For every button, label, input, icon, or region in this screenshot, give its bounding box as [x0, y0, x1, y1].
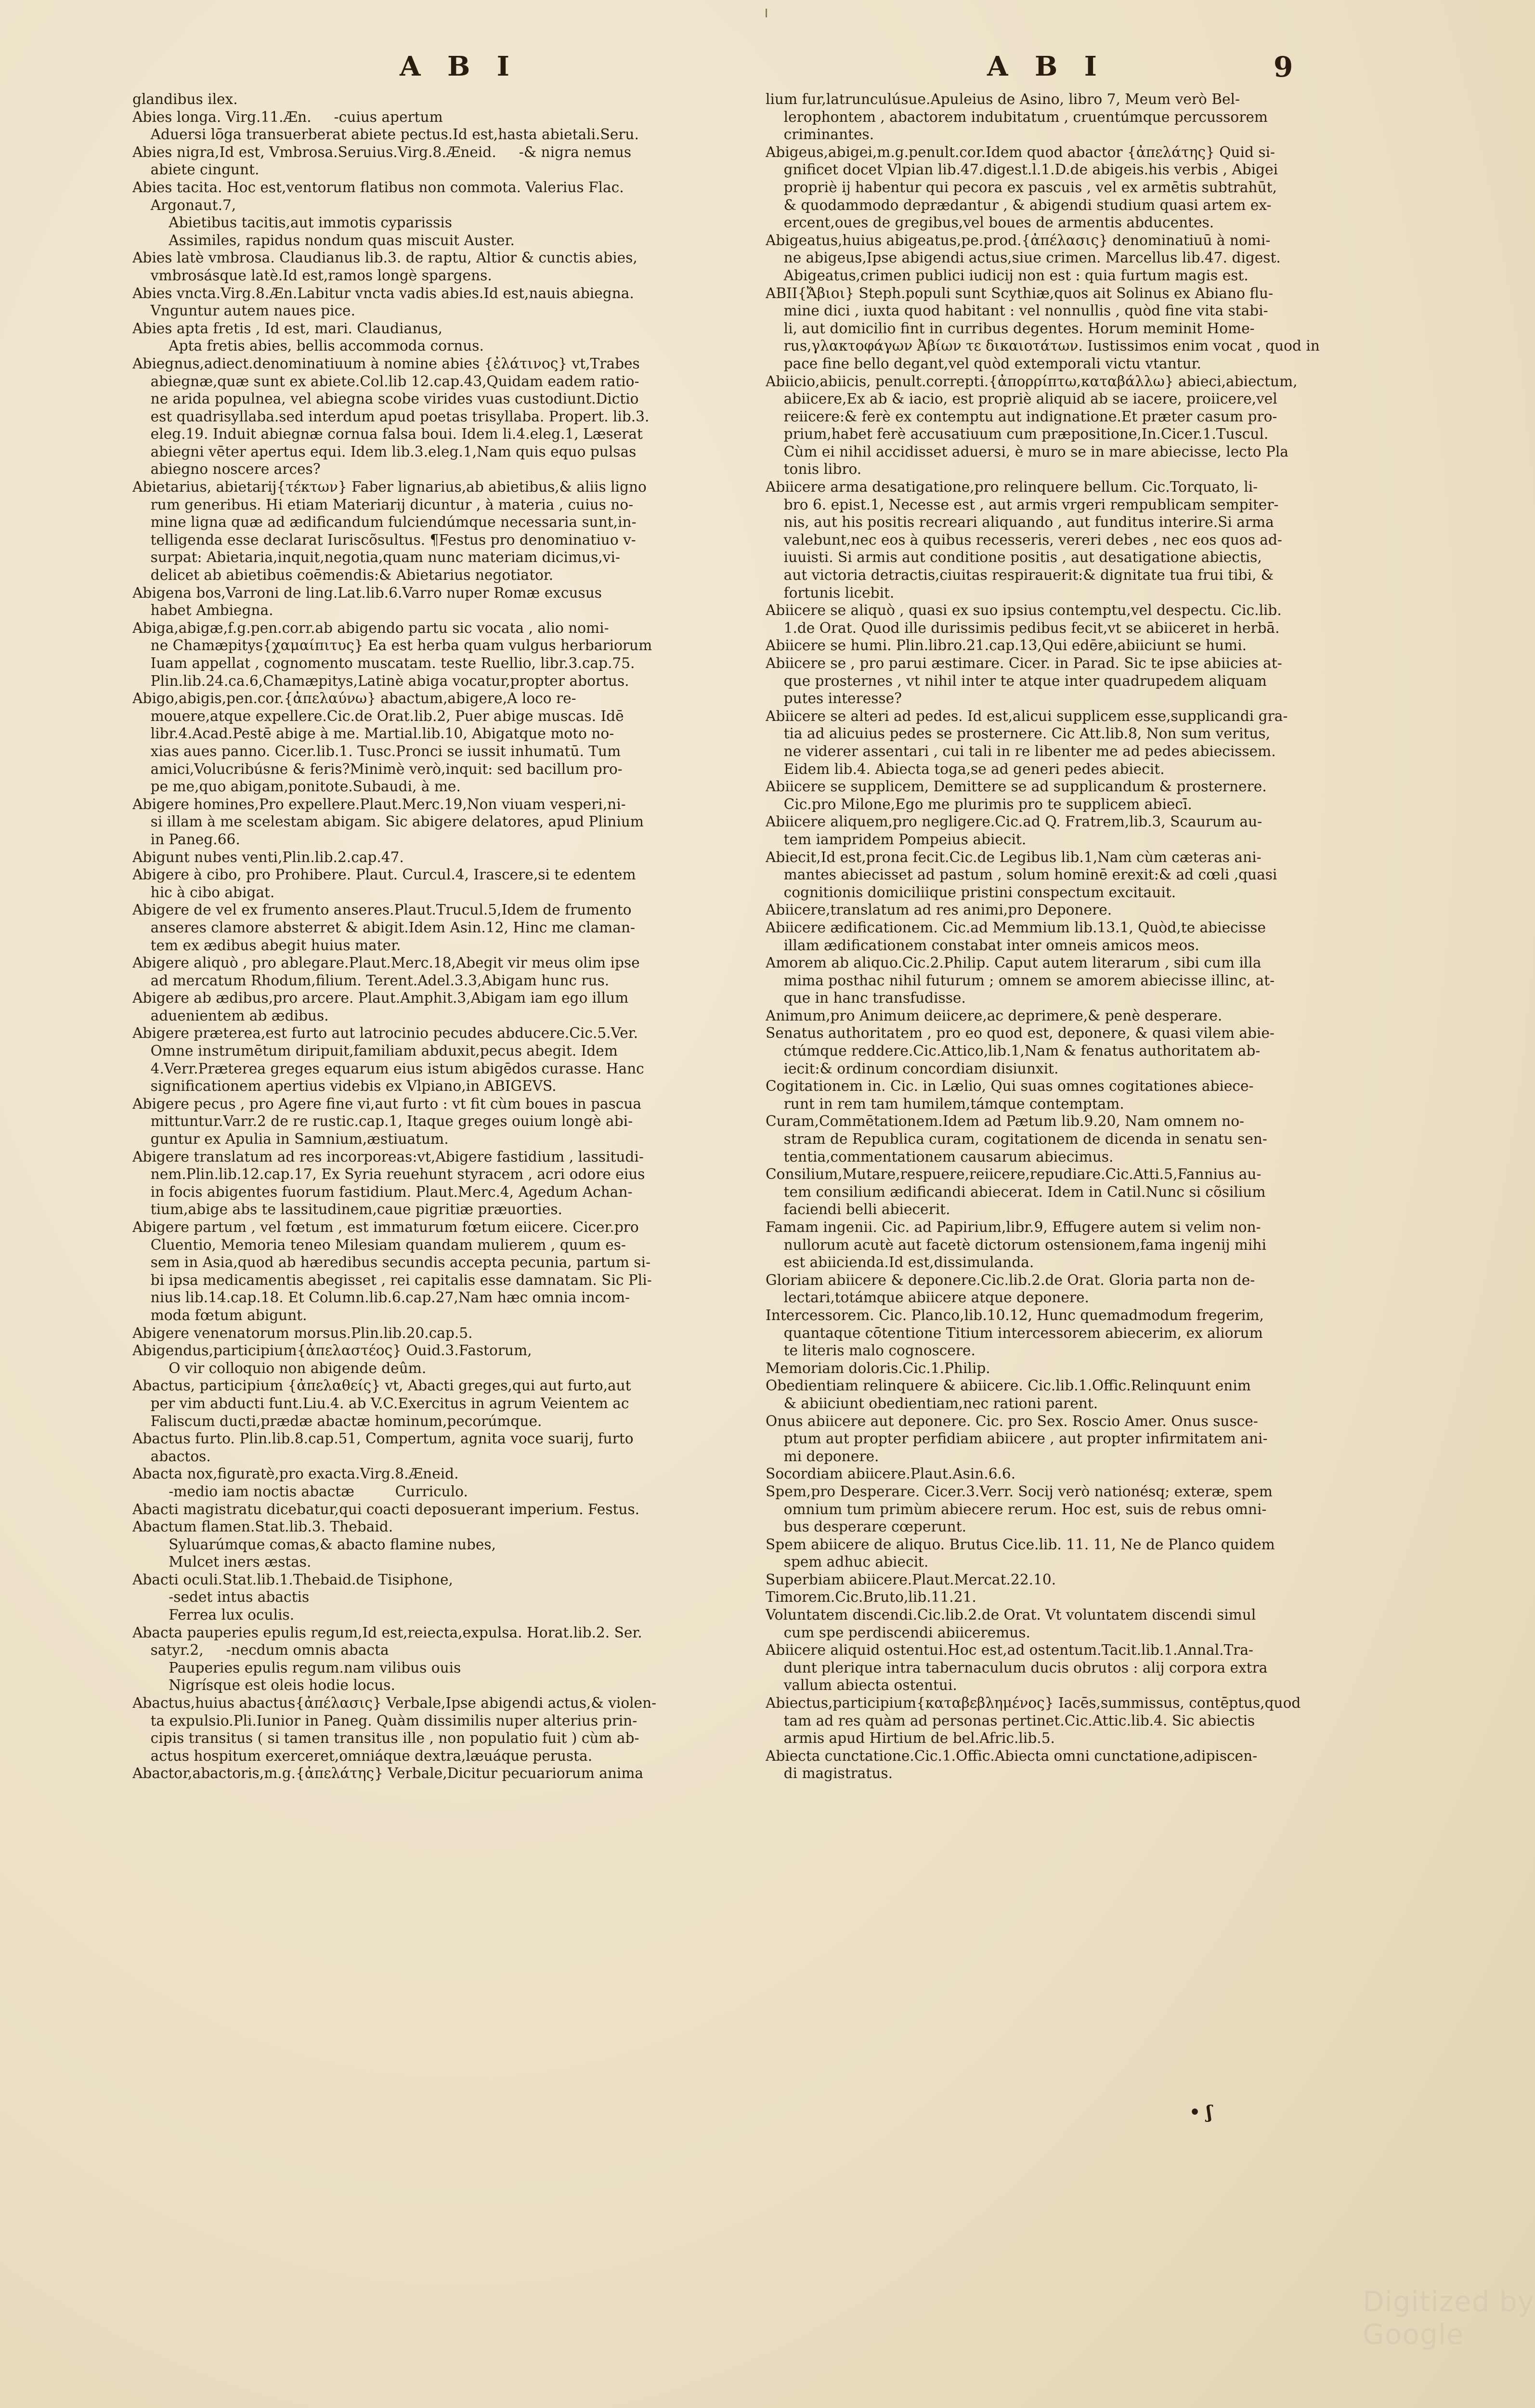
text-line: Plin.lib.24.ca.6,Chamæpitys,Latinè abiga vocatur,propter abortus. [132, 672, 629, 689]
text-line: stram de Republica curam, cogitationem de dicenda in senatu sen- [766, 1131, 1267, 1148]
text-line: ne abigeus,Ipse abigendi actus,siue crimen. Marcellus lib.47. digest. [766, 249, 1281, 266]
text-line: dunt plerique intra tabernaculum ducis obrutos : alij corpora extra [766, 1659, 1268, 1676]
text-line: mine dici , iuxta quod habitant : vel nonnullis , quòd fine vita stabi- [766, 302, 1268, 319]
text-line: delicet ab abietibus coēmendis:& Abietarius negotiator. [132, 567, 554, 584]
text-line: Abietibus tacitis,aut immotis cyparissis [132, 214, 452, 231]
text-line: Abies longa. Virg.11.Æn. -cuius apertum [132, 108, 443, 125]
text-line: Abiectus,participium{καταβεβλημένος} Iacēs,summissus, contēptus,quod [766, 1695, 1301, 1712]
text-line: vmbrosásque latè.Id est,ramos longè spargens. [132, 267, 492, 284]
text-line: abiete cingunt. [132, 161, 260, 178]
text-line: Argonaut.7, [132, 196, 236, 213]
text-line: Abigeatus,huius abigeatus,pe.prod.{ἀπέλασις} denominatiuū à nomi- [766, 232, 1271, 249]
text-line: nius lib.14.cap.18. Et Column.lib.6.cap.27,Nam hæc omnia incom- [132, 1289, 630, 1306]
text-line: lium fur,latrunculúsue.Apuleius de Asino, libro 7, Meum verò Bel- [766, 91, 1240, 107]
text-line: Gloriam abiicere & deponere.Cic.lib.2.de Orat. Gloria parta non de- [766, 1271, 1255, 1288]
text-line: Abiicere arma desatigatione,pro relinquere bellum. Cic.Torquato, li- [766, 479, 1258, 496]
text-line: Omne instrumētum diripuit,familiam abduxit,pecus abegit. Idem [132, 1043, 618, 1060]
signature-mark: • ʃ [1189, 2102, 1212, 2122]
text-line: Obedientiam relinquere & abiicere. Cic.lib.1.Offic.Relinquunt enim [766, 1377, 1251, 1394]
text-line: Abactus, participium {ἀπελαθείς} vt, Abacti greges,qui aut furto,aut [132, 1377, 631, 1394]
text-line: bro 6. epist.1, Necesse est , aut armis vrgeri rempublicam sempiter- [766, 496, 1279, 513]
text-line: tentia,commentationem causarum abiecimus. [766, 1148, 1114, 1165]
text-line: Abiicere ædificationem. Cic.ad Memmium lib.13.1, Quòd,te abiecisse [766, 919, 1266, 936]
text-line: Abiicere se , pro parui æstimare. Cicer. in Parad. Sic te ipse abiicies at- [766, 655, 1282, 671]
text-line: tem ex ædibus abegit huius mater. [132, 937, 401, 954]
text-line: Famam ingenii. Cic. ad Papirium,libr.9, Effugere autem si velim non- [766, 1219, 1261, 1235]
text-line: Abigere pecus , pro Agere fine vi,aut furto : vt fit cùm boues in pascua [132, 1095, 642, 1112]
text-line: Syluarúmque comas,& abacto flamine nubes, [132, 1536, 496, 1553]
text-line: surpat: Abietaria,inquit,negotia,quam nunc materiam dicimus,vi- [132, 549, 620, 566]
text-line: Socordiam abiicere.Plaut.Asin.6.6. [766, 1466, 1016, 1482]
text-line: Spem abiicere de aliquo. Brutus Cice.lib. 11. 11, Ne de Planco quidem [766, 1536, 1275, 1553]
text-line: Abiicere se supplicem, Demittere se ad supplicandum & prosternere. [766, 778, 1267, 795]
text-line: & abiiciunt obedientiam,nec rationi parent. [766, 1395, 1098, 1412]
text-line: abiegnæ,quæ sunt ex abiete.Col.lib 12.cap.43,Quidam eadem ratio- [132, 373, 639, 390]
text-line: Abigena bos,Varroni de ling.Lat.lib.6.Varro nuper Romæ excusus [132, 584, 602, 601]
text-line: Curam,Commētationem.Idem ad Pætum lib.9.20, Nam omnem no- [766, 1113, 1245, 1130]
text-line: que in hanc transfudisse. [766, 990, 966, 1007]
text-line: actus hospitum exerceret,omniáque dextra,læuáque perusta. [132, 1747, 593, 1764]
text-line: Abactus furto. Plin.lib.8.cap.51, Compertum, agnita voce suarij, furto [132, 1430, 634, 1447]
text-line: Abigeatus,crimen publici iudicij non est : quia furtum magis est. [766, 267, 1249, 284]
text-line: li, aut domicilio fint in curribus degentes. Horum meminit Home- [766, 320, 1255, 337]
text-line: hic à cibo abigat. [132, 884, 275, 901]
page-number: 9 [1274, 51, 1293, 83]
text-line: 1.de Orat. Quod ille durissimis pedibus fecit,vt se abiiceret in herbā. [766, 619, 1280, 636]
text-line: Abigo,abigis,pen.cor.{ἀπελαύνω} abactum,abigere,A loco re- [132, 690, 576, 707]
text-line: Amorem ab aliquo.Cic.2.Philip. Caput autem literarum , sibi cum illa [766, 955, 1262, 971]
text-line: di magistratus. [766, 1765, 893, 1782]
text-line: Abigere venenatorum morsus.Plin.lib.20.cap.5. [132, 1324, 473, 1341]
text-line: pace fine bello degant,vel quòd extemporali victu vtantur. [766, 355, 1201, 372]
text-line: omnium tum primùm abiecere rerum. Hoc est, suis de rebus omni- [766, 1501, 1267, 1518]
text-line: Abies nigra,Id est, Vmbrosa.Seruius.Virg.8.Æneid. -& nigra nemus [132, 144, 632, 160]
text-line: ad mercatum Rhodum,filium. Terent.Adel.3.3,Abigam hunc rus. [132, 972, 610, 989]
text-line: est abiicienda.Id est,dissimulanda. [766, 1254, 1034, 1271]
right-running-head: A B I [987, 51, 1106, 82]
text-line: ptum aut propter perfidiam abiicere , aut propter infirmitatem ani- [766, 1430, 1268, 1447]
running-header [120, 51, 1420, 89]
text-line: Abigeus,abigei,m.g.penult.cor.Idem quod abactor {ἀπελάτης} Quid si- [766, 144, 1275, 160]
text-line: illam ædificationem constabat inter omneis amicos meos. [766, 937, 1199, 954]
text-line: & quodammodo deprædantur , & abigendi studium quasi artem ex- [766, 196, 1272, 213]
text-line: Intercessorem. Cic. Planco,lib.10.12, Hunc quemadmodum fregerim, [766, 1307, 1264, 1323]
text-line: iecit:& ordinum concordiam disiunxit. [766, 1060, 1059, 1077]
text-line: te literis malo cognoscere. [766, 1342, 976, 1359]
text-line: tem consilium ædificandi abiecerat. Idem in Catil.Nunc si cõsilium [766, 1183, 1266, 1200]
text-line: tonis libro. [766, 461, 862, 478]
left-running-head: A B I [400, 51, 518, 82]
text-line: tam ad res quàm ad personas pertinet.Cic.Attic.lib.4. Sic abiectis [766, 1712, 1255, 1729]
text-line: Senatus authoritatem , pro eo quod est, deponere, & quasi vilem abie- [766, 1025, 1275, 1042]
text-line: mi deponere. [766, 1448, 879, 1465]
text-line: per vim abducti funt.Liu.4. ab V.C.Exercitus in agrum Veientem ac [132, 1395, 629, 1412]
text-line: mima posthac nihil futurum ; omnem se amorem abiecisse illinc, at- [766, 972, 1275, 989]
text-line: Abies vncta.Virg.8.Æn.Labitur vncta vadis abies.Id est,nauis abiegna. [132, 285, 634, 301]
text-line: abiicere,Ex ab & iacio, est propriè aliquid ab se iacere, proiicere,vel [766, 391, 1277, 407]
text-line: ne Chamæpitys{χαμαίπιτυς} Ea est herba quam vulgus herbariorum [132, 637, 652, 654]
text-line: Abies tacita. Hoc est,ventorum flatibus non commota. Valerius Flac. [132, 179, 624, 196]
text-line: significationem apertius videbis ex Vlpiano,in ABIGEVS. [132, 1078, 557, 1095]
text-line: Aduersi lōga transuerberat abiete pectus.Id est,hasta abietali.Seru. [132, 126, 639, 143]
text-line: Abietarius, abietarij{τέκτων} Faber lignarius,ab abietibus,& aliis ligno [132, 479, 647, 496]
text-line: Timorem.Cic.Bruto,lib.11.21. [766, 1589, 976, 1606]
text-line: Abiicere,translatum ad res animi,pro Deponere. [766, 902, 1112, 918]
text-line: Superbiam abiicere.Plaut.Mercat.22.10. [766, 1571, 1056, 1588]
text-line: ercent,oues de gregibus,vel boues de armentis abducentes. [766, 214, 1214, 231]
text-line: abiegni vēter apertus equi. Idem lib.3.eleg.1,Nam quis equo pulsas [132, 443, 637, 460]
text-line: -sedet intus abactis [132, 1589, 310, 1606]
text-line: criminantes. [766, 126, 874, 143]
text-line: Abacta pauperies epulis regum,Id est,reiecta,expulsa. Horat.lib.2. Ser. [132, 1624, 642, 1641]
text-line: lectari,totámque abiicere atque deponere. [766, 1289, 1089, 1306]
text-line: Abiecta cunctatione.Cic.1.Offic.Abiecta omni cunctatione,adipiscen- [766, 1747, 1258, 1764]
text-line: aut victoria detractis,ciuitas respirauerit:& dignitate tua frui tibi, & [766, 567, 1274, 584]
text-line: ne viderer assentari , cui tali in re libenter me ad pedes abiecissem. [766, 743, 1276, 759]
text-line: Apta fretis abies, bellis accommoda cornus. [132, 338, 484, 354]
text-line: Consilium,Mutare,respuere,reiicere,repudiare.Cic.Atti.5,Fannius au- [766, 1166, 1262, 1183]
text-line: Mulcet iners æstas. [132, 1554, 312, 1570]
text-line: propriè ij habentur qui pecora ex pascuis , vel ex armētis subtrahūt, [766, 179, 1277, 196]
text-line: libr.4.Acad.Pestē abige à me. Martial.lib.10, Abigatque moto no- [132, 725, 614, 742]
text-line: Abigere translatum ad res incorporeas:vt,Abigere fastidium , lassitudi- [132, 1148, 644, 1165]
text-line: Abigere partum , vel fœtum , est immaturum fœtum eiicere. Cicer.pro [132, 1219, 639, 1235]
text-line: Faliscum ducti,prædæ abactæ hominum,pecorúmque. [132, 1413, 542, 1429]
text-line: Nigrísque est oleis hodie locus. [132, 1677, 395, 1694]
text-line: Abigere de vel ex frumento anseres.Plaut.Trucul.5,Idem de frumento [132, 902, 632, 918]
text-line: reiicere:& ferè ex contemptu aut indignatione.Et præter casum pro- [766, 408, 1277, 425]
text-line: Abigere à cibo, pro Prohibere. Plaut. Curcul.4, Irascere,si te edentem [132, 866, 636, 883]
text-line: -medio iam noctis abactæ Curriculo. [132, 1483, 468, 1500]
text-line: Abiegnus,adiect.denominatiuum à nomine abies {ἐλάτινος} vt,Trabes [132, 355, 640, 372]
text-line: bi ipsa medicamentis abegisset , rei capitalis esse damnatam. Sic Pli- [132, 1271, 652, 1288]
text-line: Abigere ab ædibus,pro arcere. Plaut.Amphit.3,Abigam iam ego illum [132, 990, 629, 1007]
watermark: Digitized by Google [1363, 2285, 1535, 2351]
text-line: Abactum flamen.Stat.lib.3. Thebaid. [132, 1518, 393, 1535]
text-line: sem in Asia,quod ab hæredibus secundis accepta pecunia, partum si- [132, 1254, 650, 1271]
text-line: Vnguntur autem naues pice. [132, 302, 355, 319]
text-line: iuuisti. Si armis aut conditione positis , aut desatigatione abiectis, [766, 549, 1262, 566]
text-line: lerophontem , abactorem indubitatum , cruentúmque percussorem [766, 108, 1268, 125]
text-line: mantes abiecisset ad pastum , solum hominē erexit:& ad cœli ,quasi [766, 866, 1277, 883]
text-line: habet Ambiegna. [132, 602, 273, 619]
text-line: Abigendus,participium{ἀπελαστέος} Ouid.3.Fastorum, [132, 1342, 532, 1359]
text-line: Cic.pro Milone,Ego me plurimis pro te supplicem abiecī. [766, 796, 1192, 812]
text-line: vallum abiecta ostentui. [766, 1677, 957, 1694]
binding-mark [766, 9, 767, 17]
text-line: Cluentio, Memoria teneo Milesiam quandam mulierem , quum es- [132, 1236, 626, 1253]
text-line: Animum,pro Animum deiicere,ac deprimere,& penè desperare. [766, 1007, 1223, 1024]
text-line: Cogitationem in. Cic. in Lælio, Qui suas omnes cogitationes abiece- [766, 1078, 1254, 1095]
text-line: ABII{Ἄβιοι} Steph.populi sunt Scythiæ,quos ait Solinus ex Abiano flu- [766, 285, 1274, 301]
text-line: Abigunt nubes venti,Plin.lib.2.cap.47. [132, 849, 404, 865]
text-line: eleg.19. Induit abiegnæ cornua falsa boui. Idem li.4.eleg.1, Læserat [132, 426, 643, 443]
text-line: spem adhuc abiecit. [766, 1554, 929, 1570]
text-line: nem.Plin.lib.12.cap.17, Ex Syria reuehunt styracem , acri odore eius [132, 1166, 645, 1183]
text-line: aduenientem ab ædibus. [132, 1007, 329, 1024]
text-line: prium,habet ferè accusatiuum cum præpositione,In.Cicer.1.Tuscul. [766, 426, 1269, 443]
text-line: Voluntatem discendi.Cic.lib.2.de Orat. Vt voluntatem discendi simul [766, 1607, 1256, 1623]
text-line: xias aues panno. Cicer.lib.1. Tusc.Pronci se iussit inhumatū. Tum [132, 743, 621, 759]
text-line: mittuntur.Varr.2 de re rustic.cap.1, Itaque greges ouium longè abi- [132, 1113, 633, 1130]
text-line: fortunis licebit. [766, 584, 895, 601]
text-line: mouere,atque expellere.Cic.de Orat.lib.2, Puer abige muscas. Idē [132, 707, 624, 724]
text-line: amici,Volucribúsne & feris?Minimè verò,inquit: sed bacillum pro- [132, 760, 623, 777]
text-line: Abiicere se aliquò , quasi ex suo ipsius contemptu,vel despectu. Cic.lib. [766, 602, 1282, 619]
text-line: Abiicere aliquem,pro negligere.Cic.ad Q. Fratrem,lib.3, Scaurum au- [766, 813, 1262, 830]
text-line: ta expulsio.Pli.Iunior in Paneg. Quàm dissimilis nuper alterius prin- [132, 1712, 637, 1729]
text-line: O vir colloquio non abigende deûm. [132, 1360, 427, 1376]
text-line: Cùm ei nihil accidisset aduersi, è muro se in mare abiecisse, lecto Pla [766, 443, 1288, 460]
text-line: guntur ex Apulia in Samnium,æstiuatum. [132, 1131, 449, 1148]
text-line: runt in rem tam humilem,támque contemptam. [766, 1095, 1124, 1112]
text-line: Abiicere se humi. Plin.libro.21.cap.13,Qui edēre,abiiciunt se humi. [766, 637, 1247, 654]
left-column [132, 91, 691, 2137]
text-line: Abies latè vmbrosa. Claudianus lib.3. de raptu, Altior & cunctis abies, [132, 249, 637, 266]
text-line: Iuam appellat , cognomento muscatam. teste Ruellio, libr.3.cap.75. [132, 655, 635, 671]
text-line: nullorum acutè aut facetè dictorum ostensionem,fama ingenij mihi [766, 1236, 1266, 1253]
text-line: Abiicere se alteri ad pedes. Id est,alicui supplicem esse,supplicandi gra- [766, 707, 1288, 724]
text-line: est quadrisyllaba.sed interdum apud poetas trisyllaba. Propert. lib.3. [132, 408, 650, 425]
text-line: Abactus,huius abactus{ἀπέλασις} Verbale,Ipse abigendi actus,& violen- [132, 1695, 657, 1712]
text-line: anseres clamore absterret & abigit.Idem Asin.12, Hinc me claman- [132, 919, 636, 936]
text-line: Ferrea lux oculis. [132, 1607, 295, 1623]
right-column [766, 91, 1324, 2046]
text-line: Abacti oculi.Stat.lib.1.Thebaid.de Tisiphone, [132, 1571, 453, 1588]
text-line: tia ad alicuius pedes se prosternere. Cic Att.lib.8, Non sum veritus, [766, 725, 1271, 742]
text-line: in focis abigentes fuorum fastidium. Plaut.Merc.4, Agedum Achan- [132, 1183, 633, 1200]
text-line: faciendi belli abiecerit. [766, 1201, 950, 1218]
text-line: putes interesse? [766, 690, 902, 707]
text-line: Abacti magistratu dicebatur,qui coacti deposuerant imperium. Festus. [132, 1501, 640, 1518]
text-line: ne arida populnea, vel abiegna scobe virides vuas custodiunt.Dictio [132, 391, 639, 407]
text-line: tium,abige abs te lassitudinem,caue pigritiæ præuorties. [132, 1201, 562, 1218]
text-line: bus desperare cœperunt. [766, 1518, 967, 1535]
text-line: Onus abiicere aut deponere. Cic. pro Sex. Roscio Amer. Onus susce- [766, 1413, 1258, 1429]
text-line: 4.Verr.Præterea greges equarum eius istum abigēdos curasse. Hanc [132, 1060, 644, 1077]
text-line: Abies apta fretis , Id est, mari. Claudianus, [132, 320, 442, 337]
text-line: moda fœtum abigunt. [132, 1307, 307, 1323]
text-line: valebunt,nec eos à quibus recesseris, vereri debes , nec eos quos ad- [766, 531, 1282, 548]
text-line: Abiecit,Id est,prona fecit.Cic.de Legibus lib.1,Nam cùm cæteras ani- [766, 849, 1262, 865]
text-line: Abiicio,abiicis, penult.correpti.{ἀπορρίπτω,καταβάλλω} abieci,abiectum, [766, 373, 1298, 390]
text-line: si illam à me scelestam abigam. Sic abigere delatores, apud Plinium [132, 813, 644, 830]
text-line: nis, aut his positis recreari aliquando , aut funditus interire.Si arma [766, 514, 1274, 531]
text-line: Abiga,abigæ,f.g.pen.corr.ab abigendo partu sic vocata , alio nomi- [132, 619, 609, 636]
text-line: mine ligna quæ ad ædificandum fulciendúmque necessaria sunt,in- [132, 514, 637, 531]
text-line: ctúmque reddere.Cic.Attico,lib.1,Nam & fenatus authoritatem ab- [766, 1043, 1261, 1060]
text-line: Eidem lib.4. Abiecta toga,se ad generi pedes abiecit. [766, 760, 1165, 777]
text-line: que prosternes , vt nihil inter te atque inter quadrupedem aliquam [766, 672, 1267, 689]
text-line: Abigere homines,Pro expellere.Plaut.Merc.19,Non viuam vesperi,ni- [132, 796, 626, 812]
text-line: cum spe perdiscendi abiiceremus. [766, 1624, 1030, 1641]
text-line: Assimiles, rapidus nondum quas miscuit Auster. [132, 232, 515, 249]
text-line: in Paneg.66. [132, 831, 240, 848]
text-line: Pauperies epulis regum.nam vilibus ouis [132, 1659, 461, 1676]
text-line: Abigere aliquò , pro ablegare.Plaut.Merc.18,Abegit vir meus olim ipse [132, 955, 640, 971]
text-line: glandibus ilex. [132, 91, 238, 107]
text-line: tem iampridem Pompeius abiecit. [766, 831, 1027, 848]
text-line: cognitionis domiciliique pristini conspectum excitauit. [766, 884, 1176, 901]
text-line: armis apud Hirtium de bel.Afric.lib.5. [766, 1730, 1055, 1747]
text-line: Spem,pro Desperare. Cicer.3.Verr. Socij verò nationésq; exteræ, spem [766, 1483, 1273, 1500]
text-line: pe me,quo abigam,ponitote.Subaudi, à me. [132, 778, 461, 795]
text-line: telligenda esse declarat Iuriscõsultus. ¶Festus pro denominatiuo v- [132, 531, 636, 548]
text-line: rus,γλακτοφάγων Ἀβίων τε δικαιοτάτων. Iustissimos enim vocat , quod in [766, 338, 1320, 354]
text-line: abiegno noscere arces? [132, 461, 321, 478]
text-line: abactos. [132, 1448, 211, 1465]
text-line: gnificet docet Vlpian lib.47.digest.l.1.D.de abigeis.his verbis , Abigei [766, 161, 1278, 178]
text-line: Abacta nox,figuratè,pro exacta.Virg.8.Æneid. [132, 1466, 459, 1482]
text-line: rum generibus. Hi etiam Materiarij dicuntur , à materia , cuius no- [132, 496, 634, 513]
text-line: Memoriam doloris.Cic.1.Philip. [766, 1360, 990, 1376]
text-line: cipis transitus ( si tamen transitus ille , non populatio fuit ) cùm ab- [132, 1730, 639, 1747]
text-line: satyr.2, -necdum omnis abacta [132, 1642, 389, 1659]
text-line: Abigere præterea,est furto aut latrocinio pecudes abducere.Cic.5.Ver. [132, 1025, 638, 1042]
text-line: Abactor,abactoris,m.g.{ἀπελάτης} Verbale,Dicitur pecuariorum anima [132, 1765, 644, 1782]
text-line: Abiicere aliquid ostentui.Hoc est,ad ostentum.Tacit.lib.1.Annal.Tra- [766, 1642, 1254, 1659]
text-line: quantaque cōtentione Titium intercessorem abiecerim, ex aliorum [766, 1324, 1263, 1341]
